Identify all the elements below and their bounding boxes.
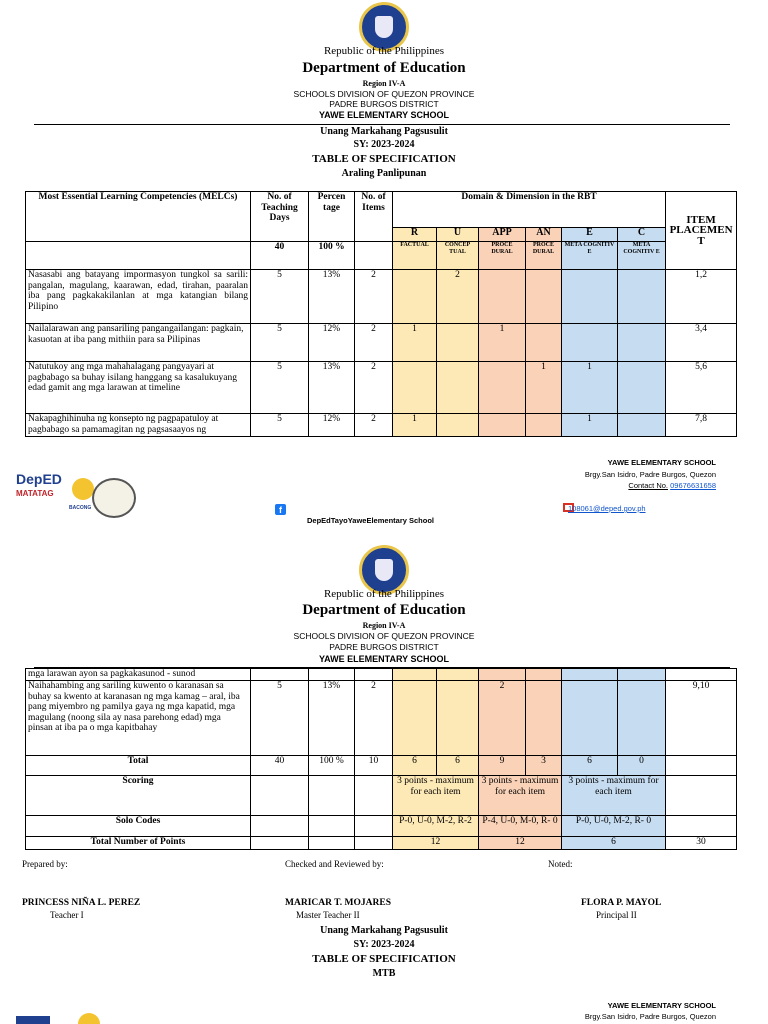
items-cell: 2 [355,270,393,324]
deped-logo-partial [16,1016,50,1024]
prepared-by-label: Prepared by: [22,859,68,869]
subject-title-2: MTB [372,968,396,979]
total-spacer [26,242,251,270]
table-row [26,414,737,437]
footer-address: Brgy.San Isidro, Padre Burgos, Quezon [584,470,716,479]
table-row [26,669,737,681]
table-row [26,270,737,324]
prepared-name: PRINCESS NIÑA L. PEREZ [22,898,141,908]
solo-difficult: P-0, U-0, M-2, R- 0 [562,816,666,837]
app-cell [479,362,526,414]
district-label: PADRE BURGOS DISTRICT [329,99,439,109]
an-cell [526,270,562,324]
header-percentage: Percen tage [309,192,355,242]
total-r: 6 [393,756,437,776]
total-pct: 100 % [309,756,355,776]
total-app: 9 [479,756,526,776]
checked-by-label: Checked and Reviewed by: [285,859,384,869]
school-name-2: YAWE ELEMENTARY SCHOOL [318,654,450,664]
sub-metacognitive-1: META COGNITIV E [562,242,618,270]
app-cell: 2 [479,681,526,756]
sub-metacognitive-2: META COGNITIV E [618,242,666,270]
sub-procedural-1: PROCE DURAL [479,242,526,270]
header-divider [34,124,730,125]
contact-label: Contact No. [628,481,669,490]
c-cell [618,414,666,437]
items-spacer [355,242,393,270]
footer-email[interactable]: 108061@deped.gov.ph [568,504,646,513]
footer-contact [520,481,716,490]
bacong-label: BACONG [69,505,92,511]
contact-number[interactable]: 09676631658 [670,481,716,490]
tos-title: TABLE OF SPECIFICATION [312,153,456,165]
days-cell: 5 [251,362,309,414]
subject-title: Araling Panlipunan [341,168,427,179]
exam-title: Unang Markahang Pagsusulit [320,126,448,137]
items-cell: 2 [355,414,393,437]
app-cell [479,414,526,437]
placement-cell: 7,8 [666,414,737,437]
items-cell: 2 [355,681,393,756]
division-label-2: SCHOOLS DIVISION OF QUEZON PROVINCE [293,631,475,641]
header-melcs: Most Essential Learning Competencies (MELCs) [26,192,251,242]
school-year-2: SY: 2023-2024 [353,939,415,950]
total-days: 40 [251,756,309,776]
app-cell: 1 [479,324,526,362]
footer-address-2: Brgy.San Isidro, Padre Burgos, Quezon [584,1012,716,1021]
points-row [26,837,737,850]
app-cell [479,270,526,324]
pct-cell: 13% [309,681,355,756]
items-cell: 2 [355,324,393,362]
table-row [26,681,737,756]
tos-table-1 [25,191,737,437]
u-cell [437,414,479,437]
facebook-page[interactable]: DepEdTayoYaweElementary School [307,516,434,525]
an-cell [526,414,562,437]
total-days-top: 40 [251,242,309,270]
total-c: 0 [618,756,666,776]
total-percent-top: 100 % [309,242,355,270]
solo-label: Solo Codes [26,816,251,837]
melc-cell: Nailalarawan ang pansariling pangangailangan: pagkain, kasuotan at iba pang mithiin para sa Pilipinas [26,324,251,362]
points-difficult: 6 [562,837,666,850]
tos-title-2: TABLE OF SPECIFICATION [312,953,456,965]
department-title: Department of Education [302,60,466,76]
footer-school-name: YAWE ELEMENTARY SCHOOL [607,458,716,467]
facebook-icon[interactable]: f [275,504,286,515]
e-cell [562,324,618,362]
solo-row [26,816,737,837]
republic-label-2: Republic of the Philippines [323,588,445,600]
pct-cell: 12% [309,414,355,437]
department-title-2: Department of Education [302,602,466,618]
e-cell: 1 [562,362,618,414]
scoring-average: 3 points - maximum for each item [479,776,562,816]
sub-factual: FACTUAL [393,242,437,270]
r-cell: 1 [393,414,437,437]
sub-procedural-2: PROCE DURAL [526,242,562,270]
days-cell: 5 [251,270,309,324]
pct-cell: 12% [309,324,355,362]
noted-title: Principal II [596,910,637,920]
c-cell [618,270,666,324]
table-row [26,324,737,362]
tos-table-2 [25,668,737,850]
header-no-items: No. of Items [355,192,393,242]
col-r: R [393,228,437,242]
solo-average: P-4, U-0, M-0, R- 0 [479,816,562,837]
days-cell: 5 [251,324,309,362]
days-cell: 5 [251,681,309,756]
r-cell: 1 [393,324,437,362]
placement-cell: 5,6 [666,362,737,414]
total-an: 3 [526,756,562,776]
col-e: E [562,228,618,242]
c-cell [618,324,666,362]
noted-label: Noted: [548,859,573,869]
pct-cell: 13% [309,362,355,414]
u-cell: 2 [437,270,479,324]
e-cell [562,270,618,324]
pct-cell: 13% [309,270,355,324]
col-app: APP [479,228,526,242]
placement-cell: 1,2 [666,270,737,324]
scoring-easy: 3 points - maximum for each item [393,776,479,816]
header-item-placement: ITEM PLACEMEN T [666,192,737,270]
e-cell: 1 [562,414,618,437]
deped-matatag-logo [16,472,64,512]
points-label: Total Number of Points [26,837,251,850]
header-teaching-days: No. of Teaching Days [251,192,309,242]
col-c: C [618,228,666,242]
school-year: SY: 2023-2024 [353,139,415,150]
division-label: SCHOOLS DIVISION OF QUEZON PROVINCE [293,89,475,99]
items-cell: 2 [355,362,393,414]
sunburst-logo-partial [78,1013,100,1024]
region-label: Region IV-A [362,79,406,88]
col-u: U [437,228,479,242]
prepared-title: Teacher I [50,910,84,920]
col-an: AN [526,228,562,242]
header-domain: Domain & Dimension in the RBT [393,192,666,228]
checked-name: MARICAR T. MOJARES [285,898,391,908]
total-u: 6 [437,756,479,776]
total-label: Total [26,756,251,776]
melc-cell: Nakapaghihinuha ng konsepto ng pagpapatuloy at pagbabago sa pamamagitan ng pagsasaayos ng [26,414,251,437]
an-cell [526,324,562,362]
deped-logo-text: DepED [16,471,62,487]
total-row [26,756,737,776]
solo-easy: P-0, U-0, M-2, R-2 [393,816,479,837]
scoring-difficult: 3 points - maximum for each item [562,776,666,816]
sunburst-logo [72,478,94,500]
days-cell: 5 [251,414,309,437]
r-cell [393,362,437,414]
melc-cell: Natutukoy ang mga mahahalagang pangyayari at pagbabago sa buhay isilang hanggang sa kasalukuyang edad gamit ang mga larawan at timeline [26,362,251,414]
school-seal-logo [92,478,136,518]
checked-title: Master Teacher II [296,910,360,920]
matatag-logo-text: MATATAG [16,489,54,498]
table-row [26,362,737,414]
republic-label: Republic of the Philippines [323,45,445,57]
u-cell [437,324,479,362]
u-cell [437,362,479,414]
placement-cell: 9,10 [666,681,737,756]
scoring-row [26,776,737,816]
c-cell [618,362,666,414]
district-label-2: PADRE BURGOS DISTRICT [329,642,439,652]
melc-cell: Nasasabi ang batayang impormasyon tungkol sa sarili: pangalan, magulang, kaarawan, edad, tirahan, paaralan iba pang pagkakakilanlan at mga katangian bilang Pilipino [26,270,251,324]
melc-cell: mga larawan ayon sa pagkakasunod - sunod [26,669,251,681]
placement-cell: 3,4 [666,324,737,362]
total-items: 10 [355,756,393,776]
footer-school-name-2: YAWE ELEMENTARY SCHOOL [607,1001,716,1010]
points-easy: 12 [393,837,479,850]
scoring-label: Scoring [26,776,251,816]
an-cell: 1 [526,362,562,414]
total-e: 6 [562,756,618,776]
points-average: 12 [479,837,562,850]
points-total: 30 [666,837,737,850]
r-cell [393,270,437,324]
noted-name: FLORA P. MAYOL [581,898,662,908]
school-name: YAWE ELEMENTARY SCHOOL [318,110,450,120]
sub-conceptual: CONCEP TUAL [437,242,479,270]
exam-title-2: Unang Markahang Pagsusulit [320,925,448,936]
region-label-2: Region IV-A [362,621,406,630]
melc-cell: Naihahambing ang sariling kuwento o karanasan sa buhay sa kwento at karanasan ng mga kamag – aral, iba pang miyembro ng pamilya gaya ng mga kapatid, mga magulang (noong sila ay nasa parehong edad) mga pinsan at iba pa o mga kapitbahay [26,681,251,756]
